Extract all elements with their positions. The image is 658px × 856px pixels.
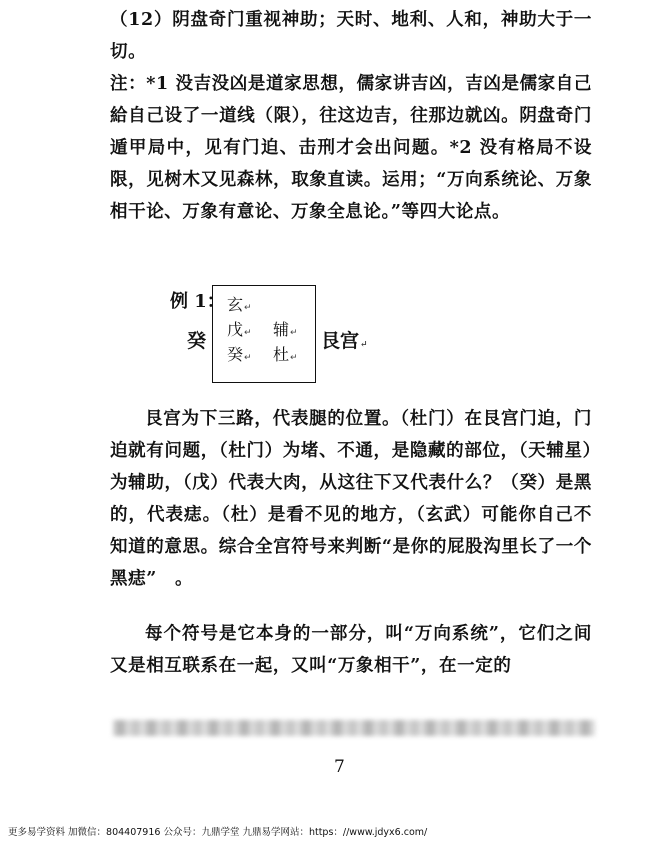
palace-name-label: 艮宫↵: [321, 330, 368, 352]
return-mark: ↵: [290, 353, 298, 363]
return-mark: ↵: [290, 328, 298, 338]
cell-earth-stem: 癸↵: [227, 345, 252, 364]
cell-door: 杜↵: [273, 345, 298, 364]
cell-star: 辅↵: [273, 320, 298, 339]
paragraph-intro-heading: （12）阴盘奇门重视神助；天时、地利、人和，神助大于一切。: [110, 10, 592, 62]
paragraph-system: 每个符号是它本身的一部分，叫“万向系统”，它们之间又是相互联系在一起，又叫“万象相干”，在一定的: [110, 624, 592, 676]
return-mark: ↵: [244, 303, 252, 313]
page-number: 7: [334, 757, 345, 777]
blurred-watermark-strip: [113, 720, 595, 736]
paragraph-note: 注：*1 没吉没凶是道家思想，儒家讲吉凶，吉凶是儒家自己給自己设了一道线（限），往这边吉，往那边就凶。阴盘奇门遁甲局中，见有门迫、击刑才会出问题。*2 没有格局不设限，见树木又见森林，取象直读。运用；“万向系统论、万象相干论、万象有意论、万象全息论。”等四大论点。: [110, 74, 592, 222]
cell-deity: 玄↵: [227, 295, 252, 314]
left-stem-label: 癸: [187, 330, 207, 352]
return-mark: ↵: [244, 328, 252, 338]
footer-watermark: 更多易学资料 加微信：804407916 公众号：九鼎学堂 九鼎易学网站：https：//www.jdyx6.com/: [8, 827, 428, 838]
example-label: 例 1：: [170, 291, 225, 312]
paragraph-explanation: 艮宫为下三路，代表腿的位置。（杜门）在艮宫门迫，门迫就有问题，（杜门）为堵、不通，是隐藏的部位，（天辅星）为辅助，（戊）代表大肉，从这往下又代表什么？（癸）是黑的，代表痣。（杜）是看不见的地方，（玄武）可能你自己不知道的意思。综合全宫符号来判断“是你的屁股沟里长了一个黑痣” 。: [110, 409, 592, 589]
return-mark: ↵: [360, 340, 368, 350]
palace-diagram: [212, 285, 316, 383]
cell-heaven-stem: 戊↵: [227, 320, 252, 339]
return-mark: ↵: [244, 353, 252, 363]
